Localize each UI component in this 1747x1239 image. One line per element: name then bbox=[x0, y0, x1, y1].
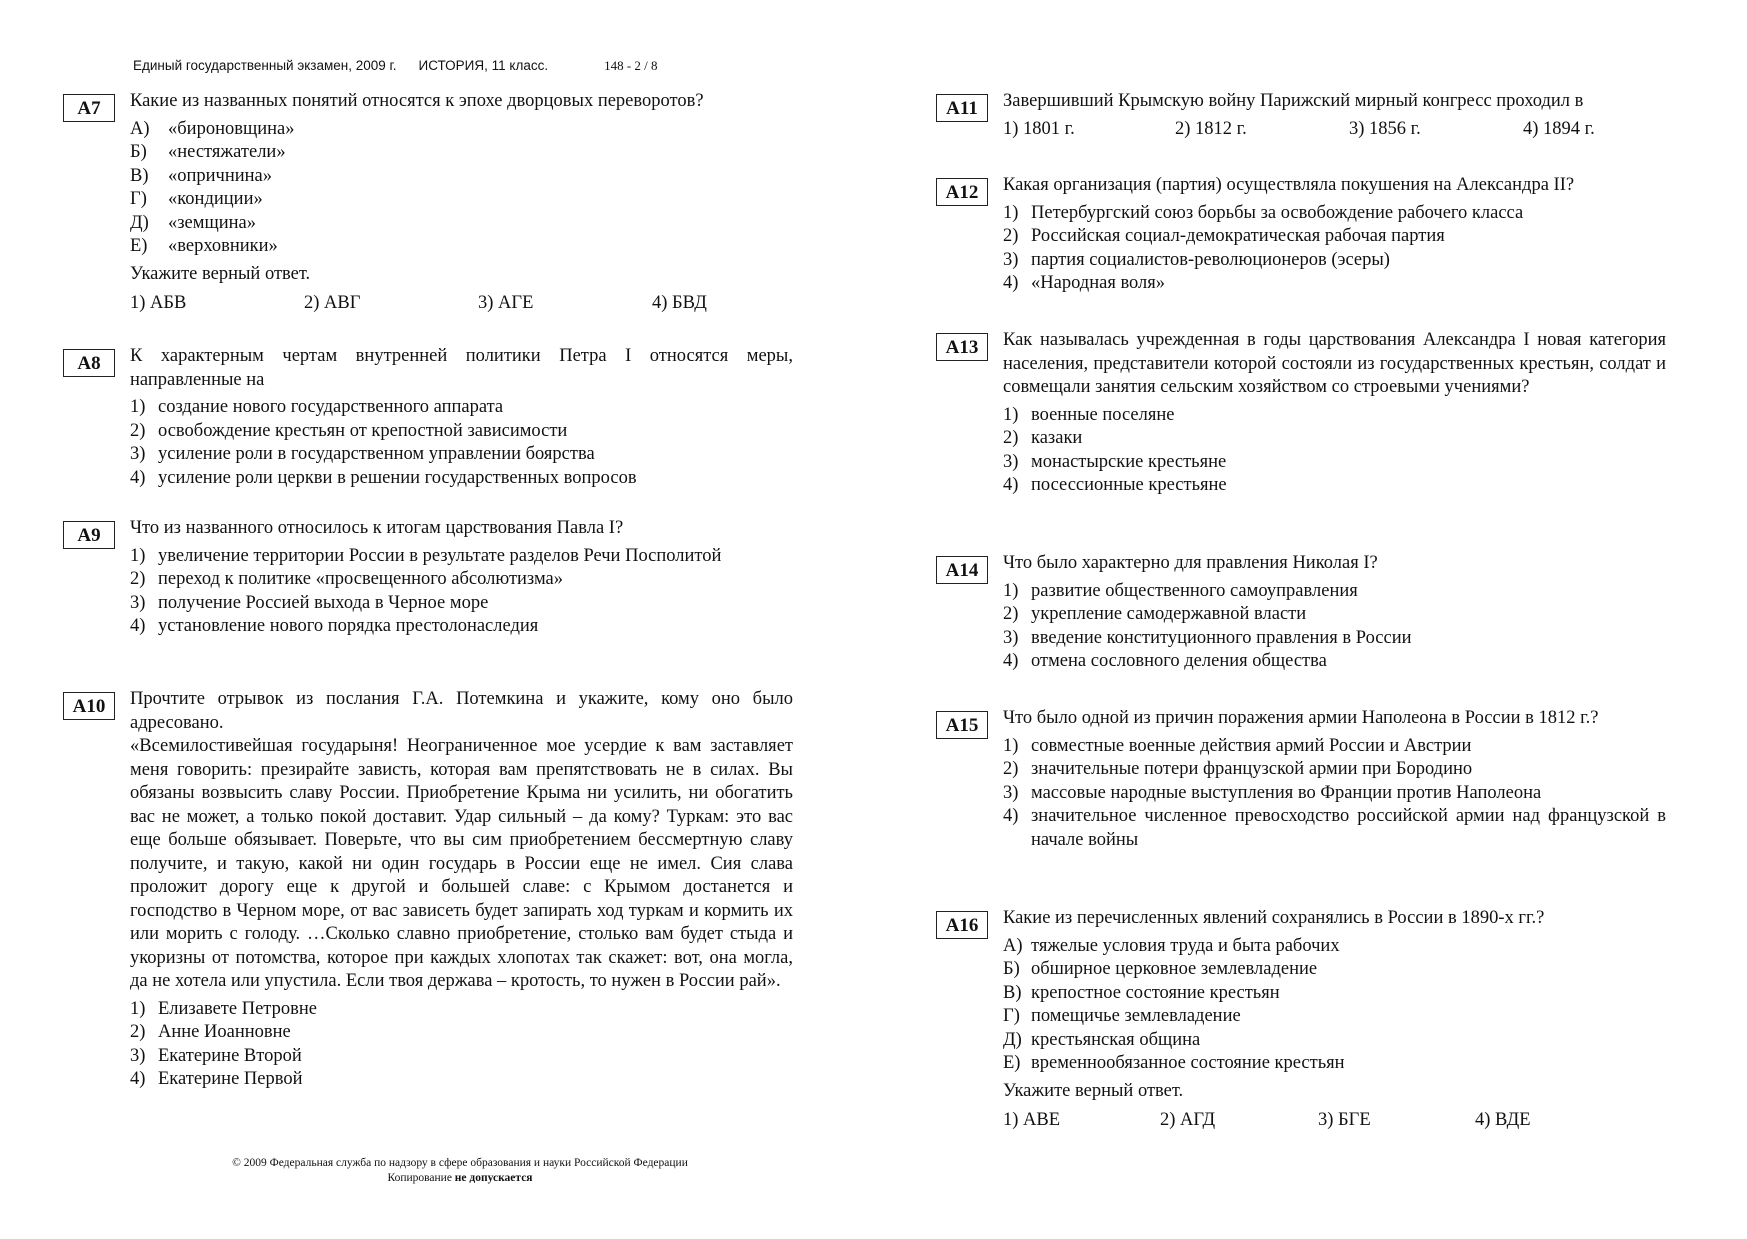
question-stem: Что было характерно для правления Николая I? bbox=[1003, 553, 1378, 573]
option: 2) Анне Иоанновне bbox=[130, 1022, 291, 1042]
option: 4) усиление роли церкви в решении государственных вопросов bbox=[130, 467, 637, 488]
answer-choice: 3) 1856 г. bbox=[1349, 118, 1421, 139]
source-quote: «Всемилостивейшая государыня! Неограниченное мое усердие к вам заставляет меня говорить: презирайте зависть, которая вам препятствовать не в силах. Вы обязаны возвысить славу России. Приобретение Крыма ни усилить, ни обогатить вас не может, а только покой доставит. Удар сильный – да кому? Туркам: это вас еще больше обязывает. Поверьте, что вы сим приобретением бессмертную славу получите, и такую, какой ни один государь в России еще не имел. Сия слава проложит дорогу еще к другой и большей славе: с Крымом достанется и господство в Черном море, от вас зависеть будет запирать ход туркам и кормить их или морить с голоду. …Сколько славно приобретение, столько вам будет стыда и укоризны от потомства, которое при каждых хлопотах так скажет: вот, она могла, да не хотела или упустила. Если твоя держава – кротость, то нужен в России рай». bbox=[130, 736, 793, 991]
answer-choices bbox=[1003, 118, 1666, 142]
option: В) крепостное состояние крестьян bbox=[1003, 982, 1280, 1003]
question-id: A15 bbox=[936, 711, 988, 739]
option: 2) значительные потери французской армии при Бородино bbox=[1003, 759, 1473, 779]
question-id: A16 bbox=[936, 911, 988, 939]
option: 1) Петербургский союз борьбы за освобождение рабочего класса bbox=[1003, 202, 1524, 223]
answer-choice: 4) БВД bbox=[652, 293, 707, 313]
question-stem: Какая организация (партия) осуществляла покушения на Александра II? bbox=[1003, 175, 1575, 195]
answer-choices bbox=[130, 292, 793, 316]
option: 3) Екатерине Второй bbox=[130, 1045, 302, 1066]
question-stem: Завершивший Крымскую войну Парижский мирный конгресс проходил в bbox=[1003, 91, 1584, 111]
question-id: A7 bbox=[63, 94, 115, 122]
option: 3) массовые народные выступления во Франции против Наполеона bbox=[1003, 782, 1542, 803]
option: 4) посессионные крестьяне bbox=[1003, 475, 1227, 495]
answer-prompt: Укажите верный ответ. bbox=[130, 263, 311, 284]
question-stem: Как называлась учрежденная в годы царствования Александра I новая категория населения, представители которой состояли из государственных крестьян, солдат и совмещали занятия сельским хозяйством со строевыми учениями? bbox=[1003, 330, 1666, 397]
option: 4) Екатерине Первой bbox=[130, 1069, 303, 1089]
option: 2) освобождение крестьян от крепостной зависимости bbox=[130, 420, 568, 441]
options-list bbox=[130, 545, 793, 639]
question-id: A10 bbox=[63, 692, 115, 720]
option: 1) военные поселяне bbox=[1003, 404, 1175, 425]
copyright-line: © 2009 Федеральная служба по надзору в сфере образования и науки Российской Федерации bbox=[232, 1157, 688, 1169]
option: 3) усиление роли в государственном управлении боярства bbox=[130, 444, 595, 464]
option: 4) «Народная воля» bbox=[1003, 273, 1166, 293]
answer-choices bbox=[1003, 1109, 1666, 1133]
option: Г) «кондиции» bbox=[130, 189, 263, 209]
option: Е) «верховники» bbox=[130, 236, 278, 256]
question-stem: Какие из перечисленных явлений сохранялись в России в 1890-х гг.? bbox=[1003, 908, 1545, 928]
options-list bbox=[130, 998, 793, 1092]
question-stem: Прочтите отрывок из послания Г.А. Потемкина и укажите, кому оно было адресовано. bbox=[130, 689, 793, 733]
answer-choice: 3) АГЕ bbox=[478, 293, 534, 313]
answer-choice: 4) ВДЕ bbox=[1475, 1110, 1531, 1130]
option: А) тяжелые условия труда и быта рабочих bbox=[1003, 935, 1340, 956]
options-list bbox=[1003, 580, 1666, 674]
option: Д) «земщина» bbox=[130, 212, 256, 233]
page-header bbox=[133, 58, 658, 74]
options-list bbox=[1003, 735, 1666, 853]
option: А) «бироновщина» bbox=[130, 118, 295, 139]
question-id: A9 bbox=[63, 521, 115, 549]
question-id: A12 bbox=[936, 178, 988, 206]
option: 1) развитие общественного самоуправления bbox=[1003, 580, 1358, 601]
exam-title: Единый государственный экзамен, 2009 г. bbox=[133, 58, 397, 73]
option: 1) увеличение территории России в результате разделов Речи Посполитой bbox=[130, 545, 722, 566]
answer-prompt: Укажите верный ответ. bbox=[1003, 1080, 1184, 1101]
options-list bbox=[1003, 935, 1666, 1076]
copy-notice: Копирование не допускается bbox=[387, 1172, 533, 1184]
answer-choice: 2) 1812 г. bbox=[1175, 118, 1247, 139]
option: 1) создание нового государственного аппарата bbox=[130, 397, 504, 417]
option: 4) значительное численное превосходство российской армии над французской в начале войны bbox=[1003, 806, 1666, 850]
options-list bbox=[1003, 404, 1666, 498]
subject-title: ИСТОРИЯ, 11 класс. bbox=[418, 58, 549, 73]
answer-choice: 1) АБВ bbox=[130, 293, 187, 313]
option: 2) переход к политике «просвещенного абсолютизма» bbox=[130, 569, 564, 589]
option: 3) партия социалистов-революционеров (эсеры) bbox=[1003, 249, 1390, 270]
option: 3) получение Россией выхода в Черное море bbox=[130, 592, 489, 613]
question-stem: К характерным чертам внутренней политики Петра I относятся меры, направленные на bbox=[130, 346, 793, 390]
option: Д) крестьянская община bbox=[1003, 1029, 1201, 1050]
page-number: 148 - 2 / 8 bbox=[604, 58, 658, 73]
question-stem: Что из названного относилось к итогам царствования Павла I? bbox=[130, 518, 624, 538]
option: 2) Российская социал-демократическая рабочая партия bbox=[1003, 226, 1445, 246]
answer-choice: 1) АВЕ bbox=[1003, 1110, 1061, 1130]
question-id: A8 bbox=[63, 349, 115, 377]
option: Г) помещичье землевладение bbox=[1003, 1006, 1241, 1026]
answer-choice: 2) АВГ bbox=[304, 293, 361, 313]
page-footer bbox=[195, 1156, 725, 1186]
answer-choice: 3) БГЕ bbox=[1318, 1110, 1371, 1130]
question-id: A11 bbox=[936, 94, 988, 122]
option: 1) совместные военные действия армий России и Австрии bbox=[1003, 735, 1472, 756]
question-id: A14 bbox=[936, 556, 988, 584]
answer-choice: 1) 1801 г. bbox=[1003, 118, 1075, 139]
option: 2) казаки bbox=[1003, 428, 1083, 448]
option: 4) установление нового порядка престолонаследия bbox=[130, 616, 539, 636]
option: В) «опричнина» bbox=[130, 165, 273, 186]
option: 3) введение конституционного правления в России bbox=[1003, 627, 1412, 648]
options-list bbox=[130, 396, 793, 490]
option: 2) укрепление самодержавной власти bbox=[1003, 604, 1307, 624]
answer-choice: 4) 1894 г. bbox=[1523, 118, 1595, 139]
answer-choice: 2) АГД bbox=[1160, 1110, 1216, 1130]
option: 3) монастырские крестьяне bbox=[1003, 451, 1227, 472]
option: Б) «нестяжатели» bbox=[130, 142, 286, 162]
option: Е) временнообязанное состояние крестьян bbox=[1003, 1053, 1345, 1073]
question-stem: Что было одной из причин поражения армии Наполеона в России в 1812 г.? bbox=[1003, 708, 1599, 728]
option: Б) обширное церковное землевладение bbox=[1003, 959, 1318, 979]
question-id: A13 bbox=[936, 333, 988, 361]
option: 1) Елизавете Петровне bbox=[130, 998, 317, 1019]
options-list bbox=[1003, 202, 1666, 296]
question-stem: Какие из названных понятий относятся к эпохе дворцовых переворотов? bbox=[130, 91, 704, 111]
option: 4) отмена сословного деления общества bbox=[1003, 651, 1327, 671]
options-list bbox=[130, 118, 793, 259]
